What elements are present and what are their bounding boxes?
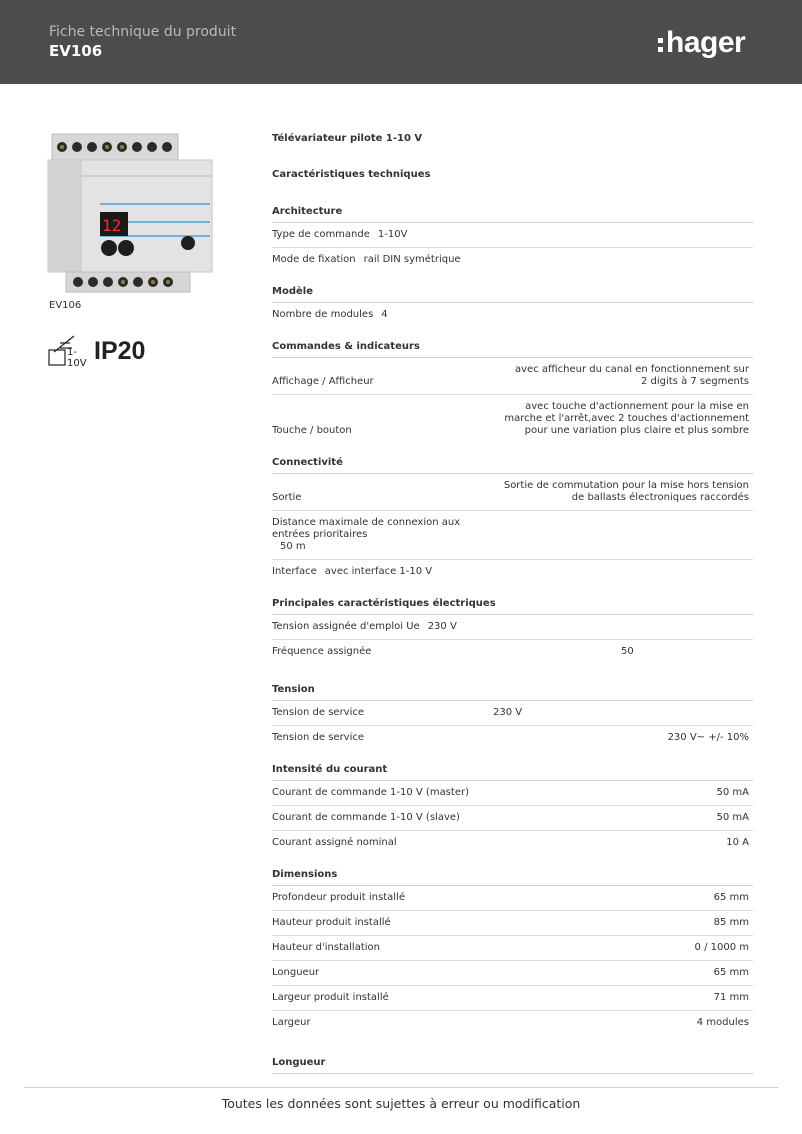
table-row xyxy=(272,560,753,584)
row-value: avec afficheur du canal en fonctionnement sur 2 digits à 7 segments xyxy=(515,364,749,387)
spec-table xyxy=(272,128,753,1074)
row-label: Sortie xyxy=(272,492,302,503)
row-value: 65 mm xyxy=(713,967,749,978)
ip-rating: IP20 xyxy=(94,337,146,365)
table-row xyxy=(272,395,753,443)
row-label: Courant de commande 1-10 V (slave) xyxy=(272,812,460,823)
logo-dots-icon xyxy=(658,38,663,52)
product-pictograms xyxy=(48,326,156,369)
spec-title: Télévariateur pilote 1-10 V xyxy=(272,133,423,144)
row-value: 50 xyxy=(621,646,634,657)
table-row xyxy=(272,1011,753,1035)
row-value: Sortie de commutation pour la mise hors tension de ballasts électroniques raccordés xyxy=(503,480,749,503)
logo-text: hager xyxy=(666,26,746,59)
row-value: 1-10V xyxy=(377,229,408,240)
row-label: Touche / bouton xyxy=(272,425,352,436)
row-label: Hauteur d'installation xyxy=(272,942,380,953)
hager-logo xyxy=(658,26,745,60)
row-label: Courant de commande 1-10 V (master) xyxy=(272,787,469,798)
row-value: avec touche d'actionnement pour la mise en marche et l'arrêt,avec 2 touches d'actionnement pour une variation plus claire et plus sombre xyxy=(504,401,749,436)
picto-label-1-10v: 1-10V xyxy=(67,347,87,369)
row-value: rail DIN symétrique xyxy=(363,254,461,265)
section-commandes: Commandes & indicateurs xyxy=(272,327,753,358)
row-label: Affichage / Afficheur xyxy=(272,376,374,387)
row-label: Courant assigné nominal xyxy=(272,837,397,848)
row-label: Mode de fixation xyxy=(272,254,356,265)
table-row xyxy=(272,303,753,327)
row-value: 85 mm xyxy=(713,917,749,928)
footer-disclaimer: Toutes les données sont sujettes à erreur ou modification xyxy=(221,1096,581,1111)
footer-divider xyxy=(24,1087,778,1088)
row-label: Fréquence assignée xyxy=(272,646,372,657)
row-value: 230 V~ +/- 10% xyxy=(667,732,749,743)
table-row xyxy=(272,248,753,272)
dimmer-1-10v-pictogram xyxy=(48,330,92,369)
table-row xyxy=(272,726,753,750)
row-value: 50 mA xyxy=(716,812,749,823)
row-label: Tension de service xyxy=(272,732,365,743)
table-row xyxy=(272,781,753,806)
row-value: 0 / 1000 m xyxy=(694,942,749,953)
row-label: Largeur produit installé xyxy=(272,992,389,1003)
section-tension: Tension xyxy=(272,664,753,701)
section-dimensions: Dimensions xyxy=(272,855,753,886)
section-intensite: Intensité du courant xyxy=(272,750,753,781)
row-label: Longueur xyxy=(272,967,320,978)
row-value: 65 mm xyxy=(713,892,749,903)
header-subtitle: Fiche technique du produit xyxy=(49,24,237,40)
table-row xyxy=(272,223,753,248)
row-label: Nombre de modules xyxy=(272,309,374,320)
row-value: 230 V xyxy=(427,621,457,632)
table-row xyxy=(272,806,753,831)
row-label: Interface xyxy=(272,566,317,577)
table-row xyxy=(272,615,753,640)
row-label: Tension assignée d'emploi Ue xyxy=(272,621,420,632)
table-row xyxy=(272,474,753,511)
table-row xyxy=(272,911,753,936)
product-code: EV106 xyxy=(49,300,82,311)
table-row xyxy=(272,640,753,664)
spec-subtitle: Caractéristiques techniques xyxy=(272,169,431,180)
table-row xyxy=(272,831,753,855)
section-longueur: Longueur xyxy=(272,1035,753,1074)
row-label: Tension de service xyxy=(272,707,365,718)
row-value: 230 V xyxy=(493,707,523,718)
section-electriques: Principales caractéristiques électriques xyxy=(272,584,753,615)
device-display: 12 xyxy=(102,216,122,235)
table-row xyxy=(272,511,753,560)
table-row xyxy=(272,358,753,395)
table-row xyxy=(272,886,753,911)
row-value: avec interface 1-10 V xyxy=(324,566,433,577)
table-row xyxy=(272,961,753,986)
row-value: 4 modules xyxy=(696,1017,749,1028)
page-header xyxy=(0,0,802,84)
section-modele: Modèle xyxy=(272,272,753,303)
row-label: Distance maximale de connexion aux entrées prioritaires xyxy=(272,517,461,540)
table-row xyxy=(272,986,753,1011)
row-value: 71 mm xyxy=(713,992,749,1003)
row-value: 4 xyxy=(381,309,388,320)
header-title: EV106 xyxy=(49,42,103,60)
row-label: Largeur xyxy=(272,1017,311,1028)
row-label: Type de commande xyxy=(272,229,370,240)
section-connectivite: Connectivité xyxy=(272,443,753,474)
section-architecture: Architecture xyxy=(272,186,753,223)
table-row xyxy=(272,701,753,726)
row-value: 10 A xyxy=(726,837,749,848)
row-label: Hauteur produit installé xyxy=(272,917,391,928)
table-row xyxy=(272,936,753,961)
row-value: 50 mA xyxy=(716,787,749,798)
row-value: 50 m xyxy=(280,541,306,552)
row-label: Profondeur produit installé xyxy=(272,892,405,903)
product-image xyxy=(40,130,216,295)
